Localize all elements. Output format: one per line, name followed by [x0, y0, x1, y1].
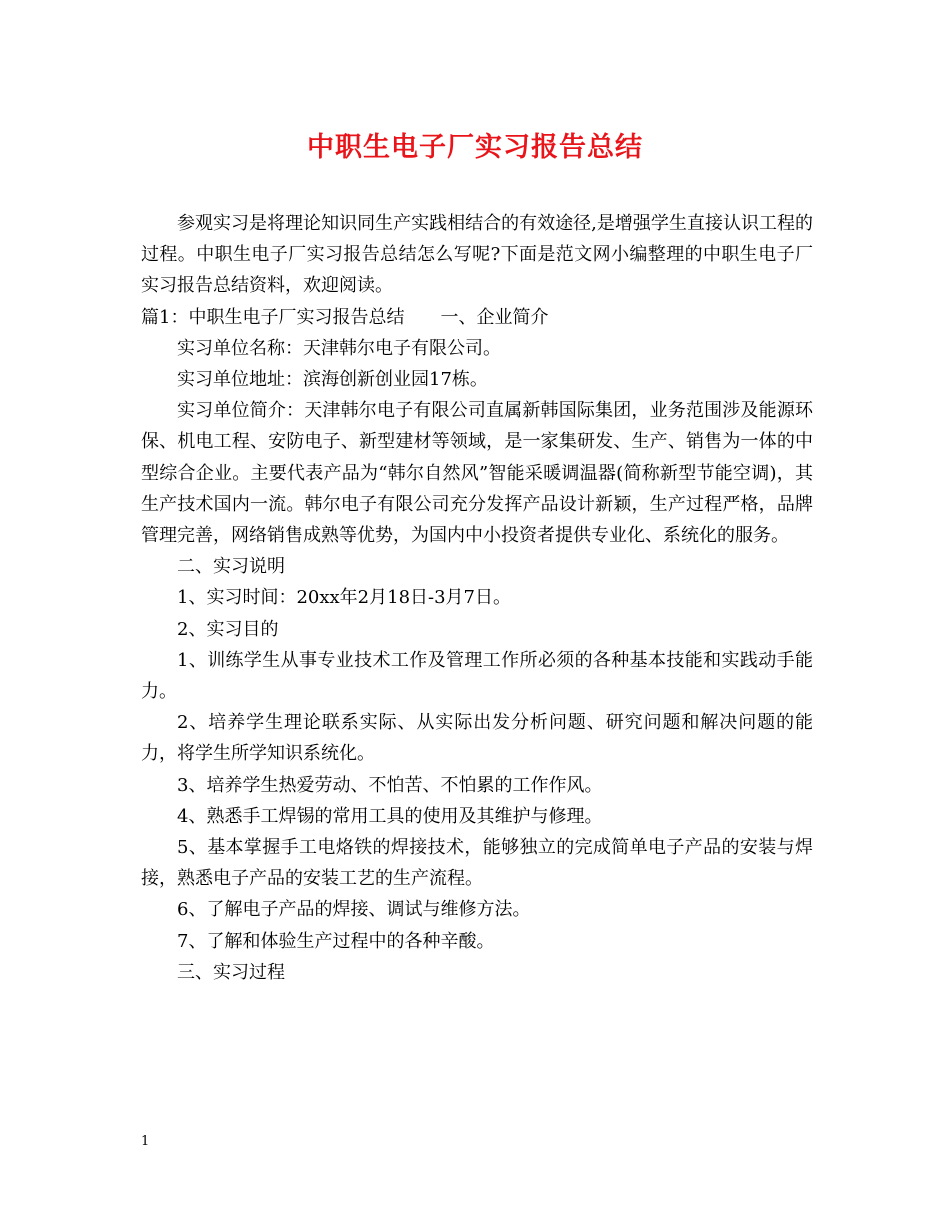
document-title: 中职生电子厂实习报告总结 [307, 132, 643, 163]
paragraph: 实习单位名称：天津韩尔电子有限公司。 [177, 337, 501, 359]
document-body [141, 208, 813, 988]
paragraph: 实习单位简介：天津韩尔电子有限公司直属新韩国际集团，业务范围涉及能源环保、机电工程、安防电子、新型建材等领域，是一家集研发、生产、销售为一体的中型综合企业。主要代表产品为“韩尔自然风”智能采暖调温器(简称新型节能空调)，其生产技术国内一流。韩尔电子有限公司充分发挥产品设计新颖，生产过程严格，品牌管理完善，网络销售成熟等优势，为国内中小投资者提供专业化、系统化的服务。 [141, 400, 813, 547]
paragraph: 1、训练学生从事专业技术工作及管理工作所必须的各种基本技能和实践动手能力。 [141, 649, 813, 703]
paragraph: 4、熟悉手工焊锡的常用工具的使用及其维护与修理。 [177, 805, 603, 827]
page-number: 1 [141, 1134, 150, 1149]
paragraph: 实习单位地址：滨海创新创业园17栋。 [177, 369, 488, 391]
section-heading: 篇1：中职生电子厂实习报告总结 一、企业简介 [141, 306, 549, 328]
section-heading: 三、实习过程 [177, 961, 285, 983]
paragraph: 6、了解电子产品的焊接、调试与维修方法。 [177, 899, 531, 921]
paragraph: 1、实习时间：20xx年2月18日-3月7日。 [177, 587, 512, 609]
paragraph: 2、实习目的 [177, 618, 279, 640]
paragraph: 7、了解和体验生产过程中的各种辛酸。 [177, 930, 495, 952]
paragraph: 参观实习是将理论知识同生产实践相结合的有效途径,是增强学生直接认识工程的过程。中职生电子厂实习报告总结怎么写呢?下面是范文网小编整理的中职生电子厂实习报告总结资料，欢迎阅读。 [141, 213, 813, 297]
paragraph: 3、培养学生热爱劳动、不怕苦、不怕累的工作作风。 [177, 774, 603, 796]
paragraph: 5、基本掌握手工电烙铁的焊接技术，能够独立的完成简单电子产品的安装与焊接，熟悉电子产品的安装工艺的生产流程。 [141, 837, 813, 890]
paragraph: 2、培养学生理论联系实际、从实际出发分析问题、研究问题和解决问题的能力，将学生所学知识系统化。 [141, 712, 813, 765]
section-heading: 二、实习说明 [177, 556, 285, 578]
